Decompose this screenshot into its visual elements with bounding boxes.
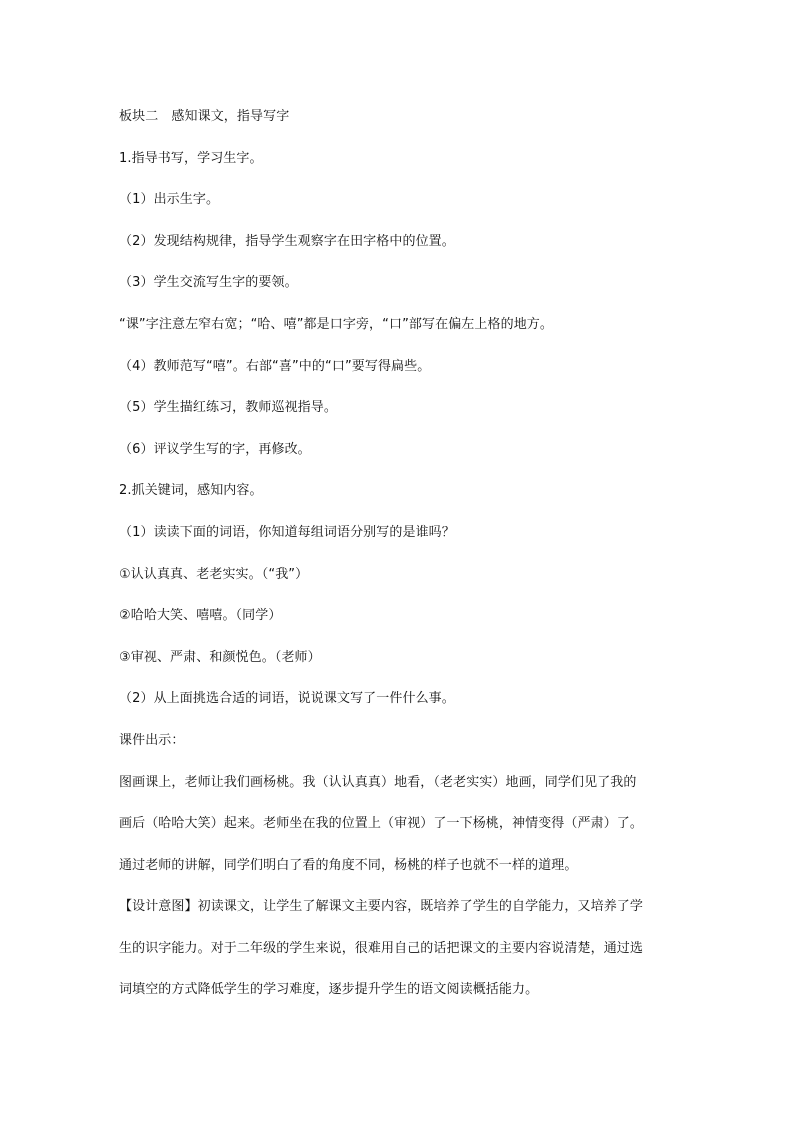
- text-line: （4）教师范写“嘻”。右部“喜”中的“口”要写得扁些。: [119, 358, 431, 374]
- paragraph-line: 图画课上，老师让我们画杨桃。我（认认真真）地看，（老老实实）地画，同学们见了我的: [119, 774, 637, 790]
- text-line: （1）读读下面的词语，你知道每组词语分别写的是谁吗？: [119, 524, 455, 540]
- vocab-line: ①认认真真、老老实实。（“我”）: [119, 566, 309, 582]
- text-line: （1）出示生字。: [119, 192, 220, 208]
- vocab-line: ③审视、严肃、和颜悦色。（老师）: [119, 649, 321, 665]
- text-line: （3）学生交流写生字的要领。: [119, 275, 298, 291]
- vocab-line: ②哈哈大笑、嘻嘻。（同学）: [119, 608, 282, 624]
- text-line: （6）评议学生写的字，再修改。: [119, 441, 311, 457]
- paragraph-line: 【设计意图】初读课文，让学生了解课文主要内容，既培养了学生的自学能力，又培养了学: [119, 899, 644, 915]
- courseware-label: 课件出示：: [119, 732, 185, 748]
- text-line: “课”字注意左窄右宽；“哈、嘻”都是口字旁，“口”部写在偏左上格的地方。: [119, 316, 554, 332]
- section-heading: 板块二 感知课文，指导写字: [119, 109, 290, 124]
- step-heading: 2.抓关键词，感知内容。: [119, 483, 263, 499]
- text-line: （2）发现结构规律，指导学生观察字在田字格中的位置。: [119, 233, 455, 249]
- document-body: [119, 104, 679, 1019]
- text-line: （5）学生描红练习，教师巡视指导。: [119, 400, 337, 416]
- paragraph-line: 通过老师的讲解，同学们明白了看的角度不同，杨桃的样子也就不一样的道理。: [119, 857, 578, 873]
- courseware-paragraph: [119, 770, 679, 879]
- text-line: （2）从上面挑选合适的词语，说说课文写了一件什么事。: [119, 691, 455, 707]
- step-heading: 1.指导书写，学习生字。: [119, 150, 263, 166]
- paragraph-line: 画后（哈哈大笑）起来。老师坐在我的位置上（审视）了一下杨桃，神情变得（严肃）了。: [119, 816, 644, 832]
- paragraph-line: 生的识字能力。对于二年级的学生来说，很难用自己的话把课文的主要内容说清楚，通过选: [119, 940, 644, 956]
- paragraph-line: 词填空的方式降低学生的学习难度，逐步提升学生的语文阅读概括能力。: [119, 982, 539, 998]
- design-intent-paragraph: [119, 894, 679, 1003]
